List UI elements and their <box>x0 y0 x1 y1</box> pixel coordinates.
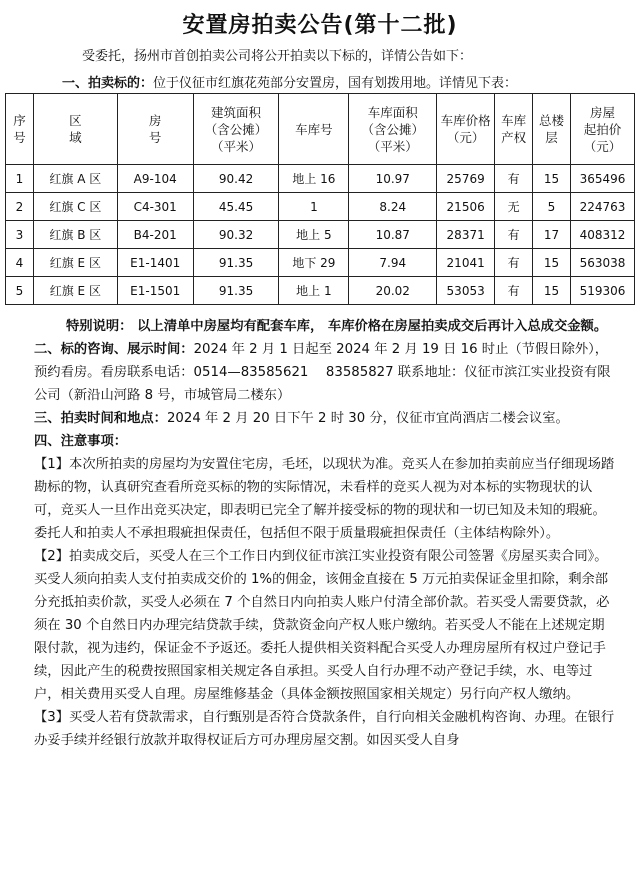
section-1-text: 位于仪征市红旗花苑部分安置房，国有划拨用地。详情见下表： <box>153 76 518 91</box>
table-cell: 地上 5 <box>279 221 349 249</box>
column-header: 区 域 <box>33 94 117 165</box>
section-1 <box>62 72 517 91</box>
table-cell: 2 <box>6 193 34 221</box>
table-cell: 21041 <box>437 249 495 277</box>
section-2 <box>34 338 616 407</box>
table-cell: 5 <box>533 193 571 221</box>
table-cell: A9-104 <box>117 165 193 193</box>
table-cell: B4-201 <box>117 221 193 249</box>
table-cell: 红旗 C 区 <box>33 193 117 221</box>
table-cell: 519306 <box>570 277 634 305</box>
table-cell: 15 <box>533 249 571 277</box>
table-cell: 1 <box>279 193 349 221</box>
table-cell: 红旗 E 区 <box>33 277 117 305</box>
table-cell: 8.24 <box>349 193 437 221</box>
table-cell: 21506 <box>437 193 495 221</box>
table-cell: 红旗 B 区 <box>33 221 117 249</box>
table-header-row <box>6 94 635 165</box>
table-cell: 有 <box>495 165 533 193</box>
table-cell: 25769 <box>437 165 495 193</box>
table-cell: 91.35 <box>193 277 279 305</box>
table-cell: E1-1501 <box>117 277 193 305</box>
table-cell: 地上 1 <box>279 277 349 305</box>
table-cell: 15 <box>533 165 571 193</box>
table-cell: 17 <box>533 221 571 249</box>
table-row <box>6 221 635 249</box>
table-cell: C4-301 <box>117 193 193 221</box>
table-cell: 地下 29 <box>279 249 349 277</box>
notes-section <box>34 315 616 752</box>
column-header: 房 号 <box>117 94 193 165</box>
table-cell: 红旗 A 区 <box>33 165 117 193</box>
column-header: 总楼层 <box>533 94 571 165</box>
table-row <box>6 249 635 277</box>
table-cell: 28371 <box>437 221 495 249</box>
column-header: 车库号 <box>279 94 349 165</box>
notice-item-1: 【1】本次所拍卖的房屋均为安置住宅房，毛坯，以现状为准。竞买人在参加拍卖前应当仔细现场踏勘标的物，认真研究查看所竞买标的物的实际情况，未看样的竞买人视为对本标的实物现状的认可，竞买人一旦作出竞买决定，即表明已完全了解并接受标的物的现状和一切已知及未知的瑕疵。委托人和拍卖人不承担瑕疵担保责任，包括但不限于质量瑕疵担保责任（主体结构除外）。 <box>34 457 615 541</box>
section-3-text: 2024 年 2 月 20 日下午 2 时 30 分，仪征市宜尚酒店二楼会议室。 <box>166 411 569 426</box>
table-cell: 90.32 <box>193 221 279 249</box>
section-2-heading: 二、标的咨询、展示时间： <box>34 342 194 357</box>
table-cell: 5 <box>6 277 34 305</box>
section-1-heading: 一、拍卖标的： <box>62 76 154 91</box>
column-header: 车库价格 （元） <box>437 94 495 165</box>
page-title: 安置房拍卖公告(第十二批) <box>182 13 458 38</box>
table-cell: E1-1401 <box>117 249 193 277</box>
table-cell: 有 <box>495 221 533 249</box>
table-cell: 91.35 <box>193 249 279 277</box>
table-cell: 无 <box>495 193 533 221</box>
notice-item-3: 【3】买受人若有贷款需求，自行甄别是否符合贷款条件，自行向相关金融机构咨询、办理。在银行办妥手续并经银行放款并取得权证后方可办理房屋交割。如因买受人自身 <box>34 710 615 748</box>
table-row <box>6 165 635 193</box>
column-header: 车库面积 （含公摊） （平米） <box>349 94 437 165</box>
special-note: 特别说明： 以上清单中房屋均有配套车库， 车库价格在房屋拍卖成交后再计入总成交金额。 <box>66 319 608 334</box>
auction-lots-table <box>5 93 635 305</box>
table-cell: 7.94 <box>349 249 437 277</box>
table-cell: 红旗 E 区 <box>33 249 117 277</box>
column-header: 车库产权 <box>495 94 533 165</box>
column-header: 房屋 起拍价 （元） <box>570 94 634 165</box>
table-body <box>6 165 635 305</box>
section-3-heading: 三、拍卖时间和地点： <box>34 411 167 426</box>
table-cell: 224763 <box>570 193 634 221</box>
table-cell: 3 <box>6 221 34 249</box>
column-header: 建筑面积 （含公摊） （平米） <box>193 94 279 165</box>
table-cell: 有 <box>495 277 533 305</box>
table-cell: 53053 <box>437 277 495 305</box>
section-2-text: 2024 年 2 月 1 日起至 2024 年 2 月 19 日 16 时止（节假日除外），预约看房。看房联系电话：0514—83585621 83585827 联系地址：仪征市滨江实业投资有限公司（新沿山河路 8 号，市城管局二楼东） <box>34 342 611 403</box>
table-row <box>6 277 635 305</box>
table-cell: 1 <box>6 165 34 193</box>
table-cell: 4 <box>6 249 34 277</box>
section-3 <box>34 407 616 430</box>
table-cell: 365496 <box>570 165 634 193</box>
table-row <box>6 193 635 221</box>
table-cell: 10.87 <box>349 221 437 249</box>
intro-text: 受委托，扬州市首创拍卖公司将公开拍卖以下标的，详情公告如下： <box>82 49 473 64</box>
table-cell: 有 <box>495 249 533 277</box>
column-header: 序 号 <box>6 94 34 165</box>
table-cell: 563038 <box>570 249 634 277</box>
table-cell: 408312 <box>570 221 634 249</box>
table-cell: 90.42 <box>193 165 279 193</box>
table-cell: 45.45 <box>193 193 279 221</box>
table-cell: 10.97 <box>349 165 437 193</box>
table-cell: 地上 16 <box>279 165 349 193</box>
table-cell: 15 <box>533 277 571 305</box>
table-cell: 20.02 <box>349 277 437 305</box>
notice-item-2: 【2】拍卖成交后，买受人在三个工作日内到仪征市滨江实业投资有限公司签署《房屋买卖合同》。买受人须向拍卖人支付拍卖成交价的 1%的佣金，该佣金直接在 5 万元拍卖保证金里扣除，剩余部分充抵拍卖价款，买受人必须在 7 个自然日内向拍卖人账户付清全部价款。若买受人需要贷款，必须在 30 个自然日内办理完结贷款手续，贷款资金向产权人账户缴纳。若买受人不能在上述规定期限付款，视为违约，保证金不予返还。委托人提供相关资料配合买受人办理房屋所有权过户登记手续，因此产生的税费按照国家相关规定各自承担。买受人自行办理不动产登记手续，水、电等过户，相关费用买受人自理。房屋维修基金（具体金额按照国家相关规定）另行向产权人缴纳。 <box>34 549 610 702</box>
section-4-heading: 四、注意事项： <box>34 434 128 449</box>
